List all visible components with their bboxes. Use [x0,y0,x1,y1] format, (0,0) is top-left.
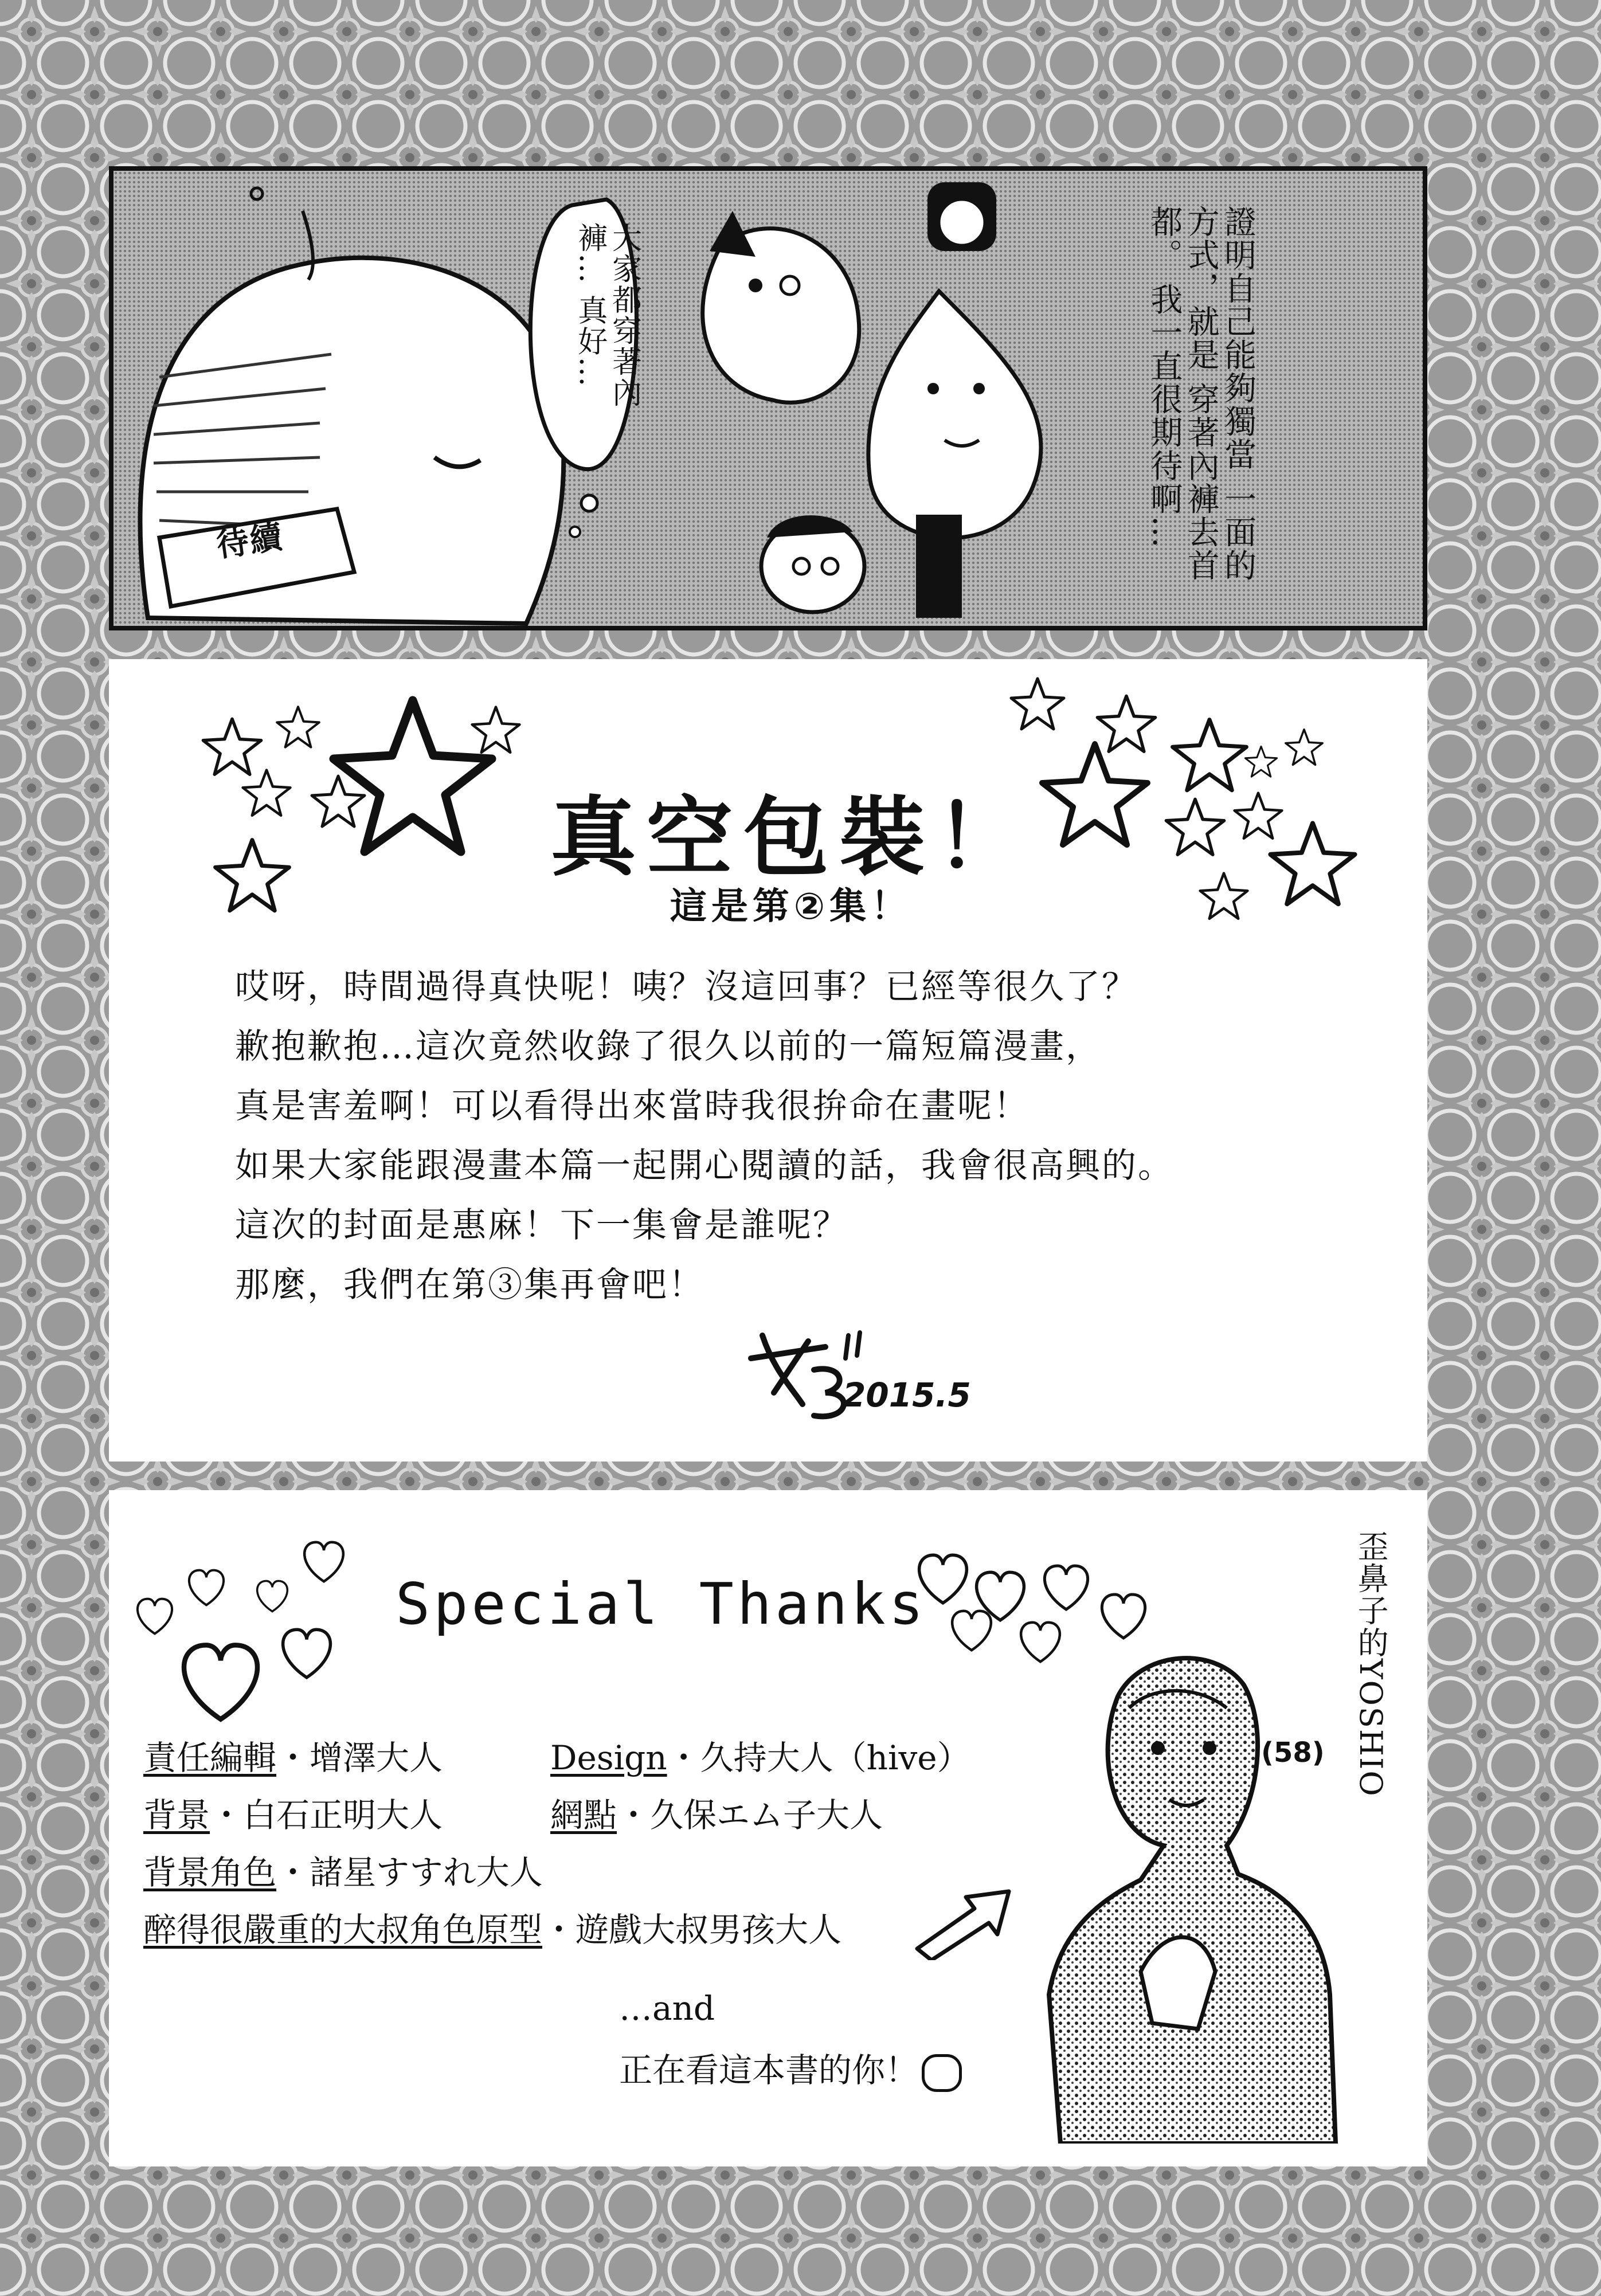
thanks-title: Special Thanks [396,1570,927,1637]
portrait-caption: 歪鼻子的YOSHIO [1353,1530,1389,1797]
narration-line-2: 一面的方式，就是 [1182,205,1257,582]
afterword-title: 真空包裝！ [550,788,1032,888]
credit-role: 網點 [550,1796,617,1835]
credit-screentone [550,1788,883,1836]
body-line-5: 這次的封面是惠麻！下一集會是誰呢？ [235,1205,849,1245]
afterword-body [235,957,1353,1315]
credit-role: 背景角色 [143,1853,277,1892]
portrait-age: (58) [1261,1737,1325,1769]
credit-role: Design [550,1738,667,1777]
credit-name: ・諸星すすれ大人 [276,1853,543,1892]
credit-name: ・增澤大人 [276,1738,443,1777]
credit-role: 責任編輯 [143,1738,277,1777]
credit-editor [143,1731,443,1779]
credit-background-characters [143,1846,543,1894]
body-line-6: 那麼，我們在第③集再會吧！ [235,1265,704,1305]
special-thanks-panel [109,1490,1427,2166]
speech-text [572,222,641,463]
afterword-subtitle: 這是第②集！ [670,886,913,928]
speech-line-2: 真好… [572,295,607,388]
credit-character-model [143,1903,841,1951]
credit-design [550,1731,970,1779]
thumbs-up-icon [922,2054,962,2092]
and-text: …and [619,1989,715,2028]
credit-name: ・遊戲大叔男孩大人 [542,1910,842,1949]
body-line-3: 真是害羞啊！可以看得出來當時我很拚命在畫呢！ [235,1086,1030,1126]
reader-text: 正在看這本書的你！ [619,2051,919,2090]
narration-line-1: 證明自己能夠獨當 [1219,205,1257,471]
credit-role: 背景 [143,1796,210,1835]
body-line-4: 如果大家能跟漫畫本篇一起開心閱讀的話，我會很高興的。 [235,1146,1174,1186]
banner-text: 待續 [214,518,285,565]
speech-line-1: 大家都穿著內褲… [572,222,641,408]
afterword-panel [109,659,1427,1462]
credit-background [143,1788,443,1836]
credit-name: ・白石正明大人 [210,1796,443,1835]
signature-date: 2015.5 [843,1376,971,1415]
arrow-icon [906,1880,1020,1960]
yoshio-portrait [1026,1628,1347,2144]
credit-name: ・久保エム子大人 [617,1796,883,1835]
comic-panel [109,166,1427,630]
body-line-2: 歉抱歉抱…這次竟然收錄了很久以前的一篇短篇漫畫， [235,1026,1102,1067]
body-line-1: 哎呀，時間過得真快呢！咦？沒這回事？已經等很久了？ [235,967,1138,1007]
credit-name: ・久持大人（hive） [667,1738,970,1777]
narration-text [1145,205,1256,595]
narration-line-3: 穿著內褲去首都。 [1145,205,1220,582]
narration-line-4: 我一直很期待啊… [1145,283,1183,549]
reader-thanks [619,2043,962,2092]
credit-role: 醉得很嚴重的大叔角色原型 [143,1910,543,1949]
